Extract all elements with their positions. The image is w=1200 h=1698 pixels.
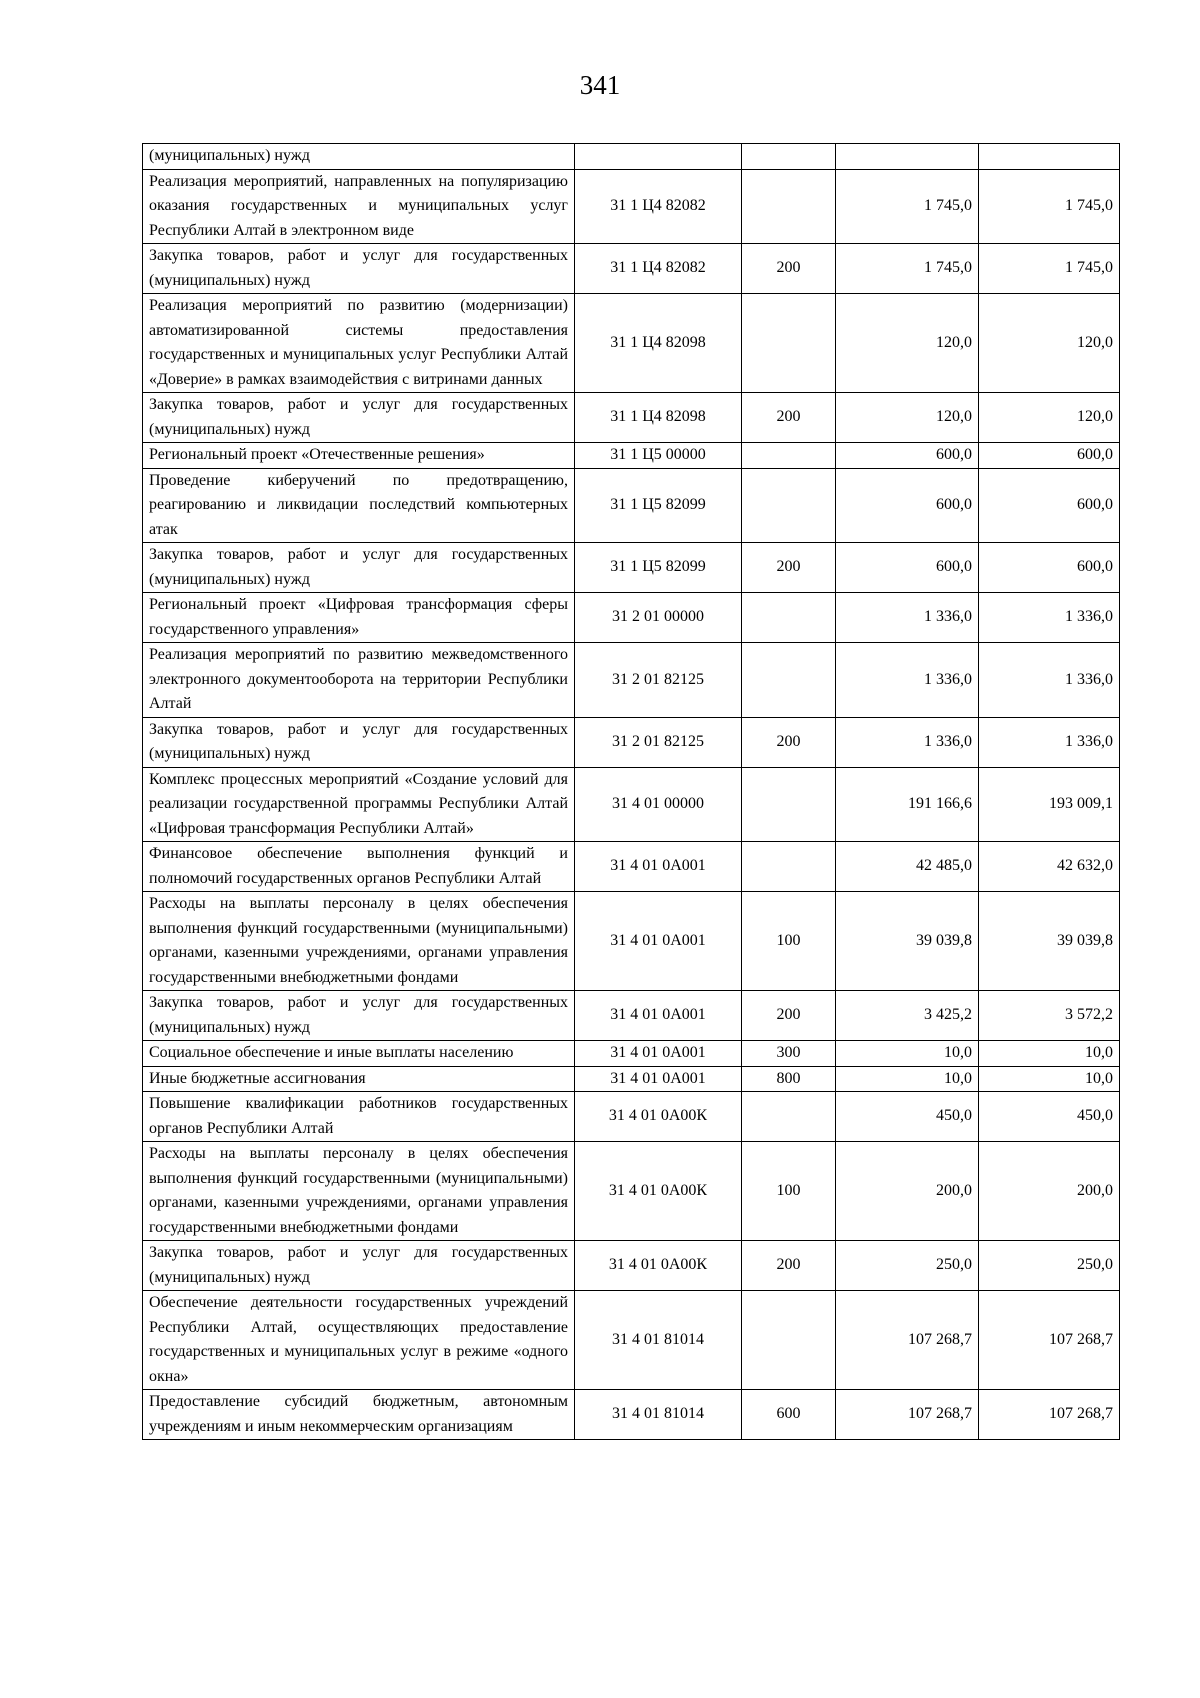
- row-sum-2025-cell: 200,0: [836, 1142, 979, 1241]
- row-sum-2025-cell: 10,0: [836, 1041, 979, 1067]
- row-name-cell: Закупка товаров, работ и услуг для государственных (муниципальных) нужд: [143, 543, 575, 593]
- row-name-cell: Региональный проект «Отечественные решения»: [143, 443, 575, 469]
- row-expense-type-cell: [742, 144, 836, 170]
- row-expense-type-cell: 200: [742, 717, 836, 767]
- table-row: [143, 169, 1120, 244]
- table-row: [143, 717, 1120, 767]
- row-sum-2026-cell: 600,0: [979, 468, 1120, 543]
- row-sum-2025-cell: 120,0: [836, 294, 979, 393]
- row-expense-type-cell: 600: [742, 1390, 836, 1440]
- row-expense-type-cell: [742, 643, 836, 718]
- row-sum-2025-cell: 450,0: [836, 1092, 979, 1142]
- row-sum-2026-cell: 1 745,0: [979, 169, 1120, 244]
- row-sum-2026-cell: [979, 144, 1120, 170]
- row-expense-type-cell: [742, 842, 836, 892]
- row-code-cell: 31 4 01 0А001: [575, 892, 742, 991]
- row-sum-2026-cell: 1 336,0: [979, 643, 1120, 718]
- row-sum-2026-cell: 120,0: [979, 294, 1120, 393]
- row-name-cell: Региональный проект «Цифровая трансформация сферы государственного управления»: [143, 593, 575, 643]
- row-sum-2025-cell: 42 485,0: [836, 842, 979, 892]
- page-number: 341: [579, 70, 621, 100]
- table-row: [143, 543, 1120, 593]
- row-sum-2025-cell: 600,0: [836, 543, 979, 593]
- row-name-cell: Закупка товаров, работ и услуг для государственных (муниципальных) нужд: [143, 991, 575, 1041]
- row-name-cell: (муниципальных) нужд: [143, 144, 575, 170]
- row-code-cell: 31 2 01 82125: [575, 643, 742, 718]
- row-expense-type-cell: 200: [742, 991, 836, 1041]
- row-code-cell: 31 4 01 0А00К: [575, 1092, 742, 1142]
- row-sum-2026-cell: 600,0: [979, 543, 1120, 593]
- row-expense-type-cell: 100: [742, 1142, 836, 1241]
- row-sum-2026-cell: 39 039,8: [979, 892, 1120, 991]
- row-sum-2025-cell: 120,0: [836, 393, 979, 443]
- row-name-cell: Комплекс процессных мероприятий «Создание условий для реализации государственной программы Республики Алтай «Цифровая трансформация Республики Алтай»: [143, 767, 575, 842]
- row-sum-2025-cell: 10,0: [836, 1066, 979, 1092]
- row-sum-2025-cell: 1 336,0: [836, 717, 979, 767]
- row-expense-type-cell: 300: [742, 1041, 836, 1067]
- row-name-cell: Финансовое обеспечение выполнения функций и полномочий государственных органов Республики Алтай: [143, 842, 575, 892]
- row-code-cell: 31 4 01 0А001: [575, 1066, 742, 1092]
- row-sum-2025-cell: [836, 144, 979, 170]
- row-sum-2026-cell: 107 268,7: [979, 1291, 1120, 1390]
- row-expense-type-cell: [742, 294, 836, 393]
- row-name-cell: Реализация мероприятий по развитию межведомственного электронного документооборота на территории Республики Алтай: [143, 643, 575, 718]
- row-name-cell: Обеспечение деятельности государственных учреждений Республики Алтай, осуществляющих предоставление государственных и муниципальных услуг в режиме «одного окна»: [143, 1291, 575, 1390]
- row-sum-2026-cell: 1 336,0: [979, 593, 1120, 643]
- row-code-cell: 31 4 01 81014: [575, 1291, 742, 1390]
- table-row: [143, 1241, 1120, 1291]
- table-row: [143, 443, 1120, 469]
- row-sum-2025-cell: 1 336,0: [836, 643, 979, 718]
- row-name-cell: Социальное обеспечение и иные выплаты населению: [143, 1041, 575, 1067]
- row-code-cell: 31 1 Ц5 82099: [575, 468, 742, 543]
- row-sum-2026-cell: 1 745,0: [979, 244, 1120, 294]
- row-expense-type-cell: 200: [742, 543, 836, 593]
- row-code-cell: 31 4 01 81014: [575, 1390, 742, 1440]
- row-expense-type-cell: [742, 593, 836, 643]
- row-name-cell: Закупка товаров, работ и услуг для государственных (муниципальных) нужд: [143, 717, 575, 767]
- table-row: [143, 1291, 1120, 1390]
- budget-table: [142, 143, 1120, 1440]
- row-sum-2026-cell: 3 572,2: [979, 991, 1120, 1041]
- row-code-cell: 31 4 01 0А00К: [575, 1241, 742, 1291]
- row-expense-type-cell: [742, 169, 836, 244]
- row-name-cell: Закупка товаров, работ и услуг для государственных (муниципальных) нужд: [143, 1241, 575, 1291]
- row-code-cell: 31 1 Ц4 82098: [575, 294, 742, 393]
- row-name-cell: Повышение квалификации работников государственных органов Республики Алтай: [143, 1092, 575, 1142]
- row-expense-type-cell: [742, 1291, 836, 1390]
- row-sum-2026-cell: 450,0: [979, 1092, 1120, 1142]
- table-row: [143, 1390, 1120, 1440]
- row-name-cell: Реализация мероприятий, направленных на популяризацию оказания государственных и муниципальных услуг Республики Алтай в электронном виде: [143, 169, 575, 244]
- row-code-cell: 31 2 01 00000: [575, 593, 742, 643]
- row-sum-2026-cell: 600,0: [979, 443, 1120, 469]
- table-row: [143, 393, 1120, 443]
- row-code-cell: 31 4 01 0А001: [575, 842, 742, 892]
- table-row: [143, 842, 1120, 892]
- row-sum-2025-cell: 1 336,0: [836, 593, 979, 643]
- row-sum-2025-cell: 191 166,6: [836, 767, 979, 842]
- table-row: [143, 991, 1120, 1041]
- row-name-cell: Иные бюджетные ассигнования: [143, 1066, 575, 1092]
- table-row: [143, 1066, 1120, 1092]
- row-expense-type-cell: [742, 443, 836, 469]
- row-expense-type-cell: 200: [742, 244, 836, 294]
- row-sum-2025-cell: 600,0: [836, 468, 979, 543]
- table-row: [143, 244, 1120, 294]
- row-code-cell: 31 4 01 0А001: [575, 1041, 742, 1067]
- row-expense-type-cell: 800: [742, 1066, 836, 1092]
- row-sum-2026-cell: 10,0: [979, 1041, 1120, 1067]
- row-sum-2025-cell: 107 268,7: [836, 1390, 979, 1440]
- row-sum-2026-cell: 107 268,7: [979, 1390, 1120, 1440]
- row-code-cell: 31 4 01 0А001: [575, 991, 742, 1041]
- row-expense-type-cell: 200: [742, 1241, 836, 1291]
- row-expense-type-cell: 200: [742, 393, 836, 443]
- table-row: [143, 294, 1120, 393]
- row-code-cell: [575, 144, 742, 170]
- row-name-cell: Закупка товаров, работ и услуг для государственных (муниципальных) нужд: [143, 244, 575, 294]
- row-expense-type-cell: [742, 767, 836, 842]
- row-expense-type-cell: 100: [742, 892, 836, 991]
- row-sum-2026-cell: 250,0: [979, 1241, 1120, 1291]
- row-sum-2025-cell: 1 745,0: [836, 169, 979, 244]
- row-name-cell: Предоставление субсидий бюджетным, автономным учреждениям и иным некоммерческим организациям: [143, 1390, 575, 1440]
- row-code-cell: 31 1 Ц5 82099: [575, 543, 742, 593]
- row-name-cell: Проведение киберучений по предотвращению, реагированию и ликвидации последствий компьютерных атак: [143, 468, 575, 543]
- row-expense-type-cell: [742, 468, 836, 543]
- table-row: [143, 593, 1120, 643]
- row-name-cell: Реализация мероприятий по развитию (модернизации) автоматизированной системы предоставления государственных и муниципальных услуг Республики Алтай «Доверие» в рамках взаимодействия с витринами данных: [143, 294, 575, 393]
- row-sum-2025-cell: 3 425,2: [836, 991, 979, 1041]
- row-sum-2026-cell: 1 336,0: [979, 717, 1120, 767]
- table-row: [143, 1041, 1120, 1067]
- row-code-cell: 31 1 Ц5 00000: [575, 443, 742, 469]
- row-sum-2025-cell: 600,0: [836, 443, 979, 469]
- row-code-cell: 31 1 Ц4 82082: [575, 244, 742, 294]
- row-code-cell: 31 4 01 0А00К: [575, 1142, 742, 1241]
- budget-table-body: [143, 144, 1120, 1440]
- row-sum-2026-cell: 193 009,1: [979, 767, 1120, 842]
- table-row: [143, 144, 1120, 170]
- row-code-cell: 31 1 Ц4 82098: [575, 393, 742, 443]
- row-code-cell: 31 1 Ц4 82082: [575, 169, 742, 244]
- row-name-cell: Расходы на выплаты персоналу в целях обеспечения выполнения функций государственными (муниципальными) органами, казенными учреждениями, органами управления государственными внебюджетными фондами: [143, 892, 575, 991]
- row-sum-2026-cell: 200,0: [979, 1142, 1120, 1241]
- table-row: [143, 767, 1120, 842]
- row-sum-2026-cell: 120,0: [979, 393, 1120, 443]
- row-sum-2025-cell: 107 268,7: [836, 1291, 979, 1390]
- row-sum-2026-cell: 10,0: [979, 1066, 1120, 1092]
- table-row: [143, 468, 1120, 543]
- row-sum-2025-cell: 39 039,8: [836, 892, 979, 991]
- row-expense-type-cell: [742, 1092, 836, 1142]
- table-row: [143, 892, 1120, 991]
- table-row: [143, 1142, 1120, 1241]
- row-sum-2025-cell: 250,0: [836, 1241, 979, 1291]
- row-code-cell: 31 2 01 82125: [575, 717, 742, 767]
- row-sum-2025-cell: 1 745,0: [836, 244, 979, 294]
- row-code-cell: 31 4 01 00000: [575, 767, 742, 842]
- row-sum-2026-cell: 42 632,0: [979, 842, 1120, 892]
- row-name-cell: Закупка товаров, работ и услуг для государственных (муниципальных) нужд: [143, 393, 575, 443]
- table-row: [143, 1092, 1120, 1142]
- table-row: [143, 643, 1120, 718]
- row-name-cell: Расходы на выплаты персоналу в целях обеспечения выполнения функций государственными (муниципальными) органами, казенными учреждениями, органами управления государственными внебюджетными фондами: [143, 1142, 575, 1241]
